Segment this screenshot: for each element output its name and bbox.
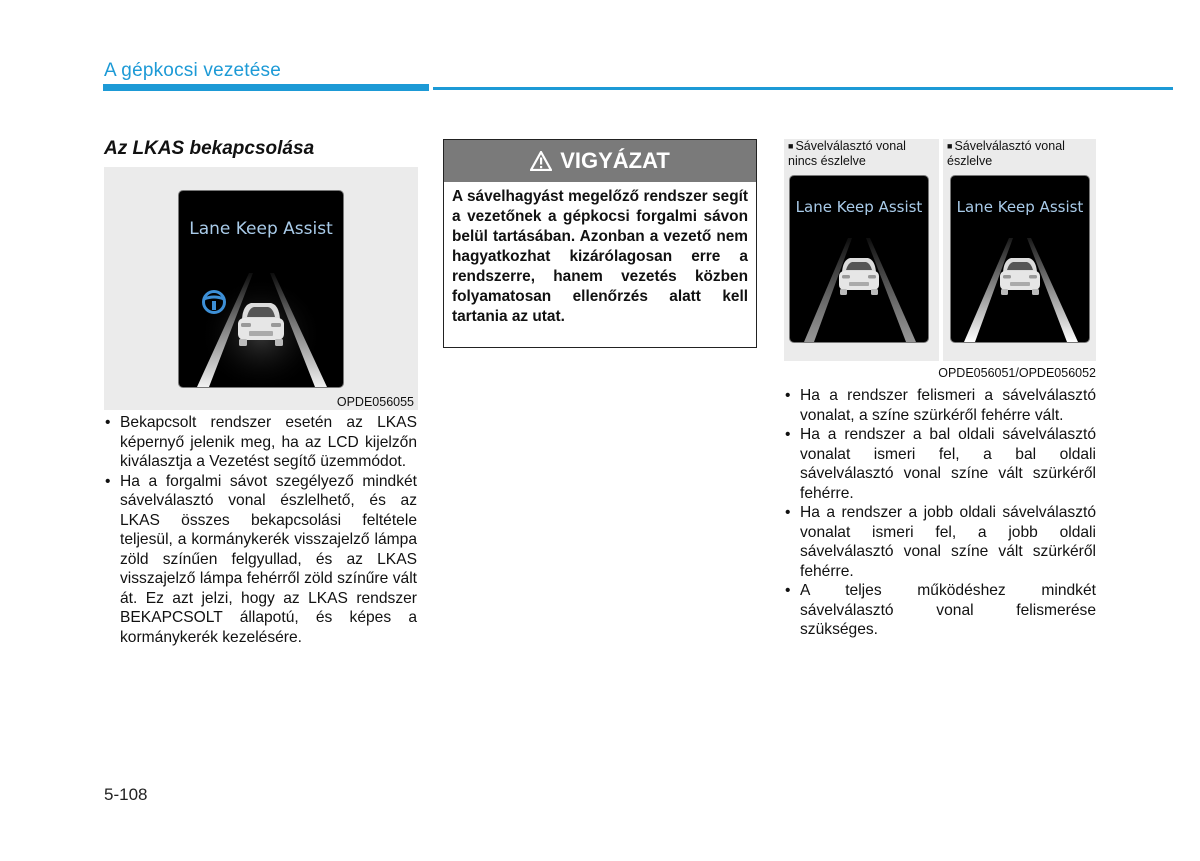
header-rule — [433, 87, 1173, 90]
lane-view-graphic — [790, 176, 928, 342]
lane-view-graphic — [951, 176, 1089, 342]
car-icon — [839, 258, 879, 295]
lkas-screen — [178, 190, 344, 388]
lane-view-graphic — [179, 191, 343, 387]
caution-text: A sávelhagyást megelőző rendszer segít a vezetőnek a gépkocsi forgalmi sávon belül tartásában. Azonban a vezető nem hagyatkozhat kizárólagosan erre a rendszerre, hanem vezetés közben folyamatosan ellenőrzés alatt kell tartania az utat. — [452, 188, 748, 325]
header-rule-accent — [103, 84, 429, 91]
warning-triangle-icon — [530, 151, 552, 171]
lane-screen-not-detected — [789, 175, 929, 343]
car-icon — [1000, 258, 1040, 295]
panel-label-detected: ■ Sávelválasztó vonal észlelve — [947, 139, 1065, 168]
panel-label-not-detected: ■ Sávelválasztó vonal nincs észlelve — [788, 139, 906, 168]
screen-title: Lane Keep Assist — [795, 198, 923, 216]
lane-screen-detected — [950, 175, 1090, 343]
caution-header — [444, 140, 756, 182]
lkas-figure — [104, 167, 418, 410]
car-icon — [238, 303, 284, 346]
left-bullet-list — [104, 413, 417, 647]
panel-divider — [939, 139, 943, 361]
lane-detection-figure — [784, 139, 1096, 382]
list-item: • Ha a rendszer a bal oldali sávelválasztó vonalat ismeri fel, a bal oldali sávelválasztó vonal színe vált szürkéről fehérre. — [784, 425, 1096, 503]
caution-title: VIGYÁZAT — [560, 148, 670, 173]
screen-title: Lane Keep Assist — [956, 198, 1084, 216]
right-bullet-list — [784, 386, 1096, 640]
list-item: • Bekapcsolt rendszer esetén az LKAS képernyő jelenik meg, ha az LCD kijelzőn kiválasztja a Vezetést segítő üzemmódot. — [104, 413, 417, 472]
list-item: • Ha a rendszer felismeri a sávelválasztó vonalat, a színe szürkéről fehérre vált. — [784, 386, 1096, 425]
screen-title: Lane Keep Assist — [189, 219, 333, 239]
section-heading: Az LKAS bekapcsolása — [104, 138, 315, 159]
list-item: • Ha a forgalmi sávot szegélyező mindkét sávelválasztó vonal észlelhető, és az LKAS összes bekapcsolási feltétele teljesül, a kormánykerék visszajelző lámpa zöld színűen felgyullad, és az LKAS visszajelző lámpa fehérről zöld színűre vált át. Ez azt jelzi, hogy az LKAS rendszer BEKAPCSOLT állapotú, és képes a kormánykerék kezelésére. — [104, 472, 417, 648]
list-item: • A teljes működéshez mindkét sávelválasztó vonal felismerése szükséges. — [784, 581, 1096, 640]
caution-box — [443, 139, 757, 348]
figure-caption: OPDE056055 — [336, 395, 414, 409]
list-item: • Ha a rendszer a jobb oldali sávelválasztó vonalat ismeri fel, a jobb oldali sávelválasztó vonal színe vált szürkéről fehérre. — [784, 503, 1096, 581]
figure-caption: OPDE056051/OPDE056052 — [938, 366, 1096, 380]
page-number: 5-108 — [104, 785, 148, 804]
chapter-title: A gépkocsi vezetése — [104, 60, 282, 81]
